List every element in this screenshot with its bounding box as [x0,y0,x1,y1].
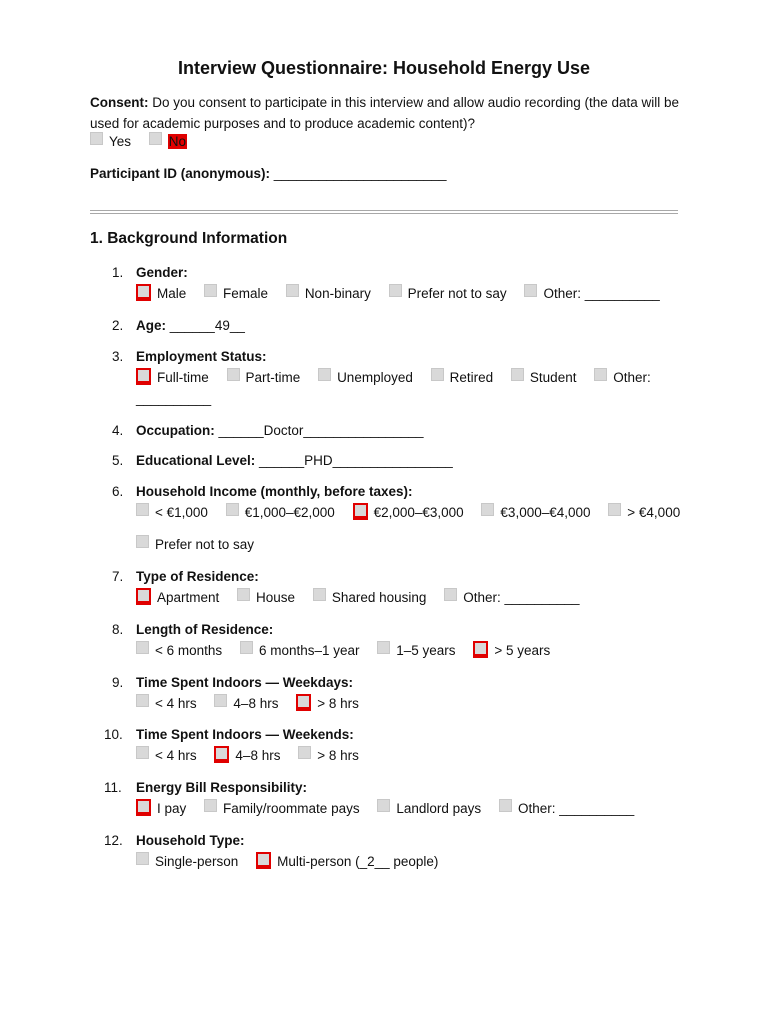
question-label: Time Spent Indoors — Weekdays: [136,675,354,690]
option-income-over-4000[interactable]: > €4,000 [608,505,680,520]
occupation-value[interactable]: ______Doctor________________ [218,423,424,438]
checkbox-icon[interactable] [431,368,444,381]
option-row [136,801,648,818]
question-label: Energy Bill Responsibility: [136,780,308,795]
question-number: 11. [104,780,122,795]
option-over-5-years[interactable]: > 5 years [473,643,550,660]
checkbox-icon[interactable] [240,641,253,654]
checkbox-icon[interactable] [594,368,607,381]
option-house[interactable]: House [237,590,295,605]
checkbox-checked-icon[interactable] [353,503,368,520]
checkbox-icon[interactable] [136,694,149,707]
option-row [136,696,373,713]
checkbox-checked-icon[interactable] [136,799,151,816]
option-family-roommate-pays[interactable]: Family/roommate pays [204,801,360,816]
checkbox-icon[interactable] [136,746,149,759]
question-label: Employment Status: [136,349,267,364]
option-i-pay[interactable]: I pay [136,801,186,818]
consent-text: Do you consent to participate in this interview and allow audio recording (the data will be used for academic purposes and to produce academic content)? [90,95,680,131]
divider-bottom [90,213,678,214]
checkbox-icon[interactable] [136,503,149,516]
question-label: Age: ______49__ [136,318,245,333]
section-title: 1. Background Information [90,230,288,247]
question-number: 9. [112,675,124,690]
checkbox-icon[interactable] [524,284,537,297]
option-row [136,286,674,303]
checkbox-icon[interactable] [377,799,390,812]
question-label: Type of Residence: [136,569,259,584]
question-number: 5. [112,453,124,468]
option-male[interactable]: Male [136,286,186,303]
option-row [136,537,268,552]
option-4-8-hrs[interactable]: 4–8 hrs [214,696,278,711]
participant-id-value[interactable]: _______________________ [273,166,447,181]
consent-options [90,134,201,149]
page-title: Interview Questionnaire: Household Energy Use [177,58,591,78]
checkbox-icon[interactable] [481,503,494,516]
selected-highlight: No [168,134,187,149]
option-prefer-not-to-say[interactable]: Prefer not to say [389,286,507,301]
option-6-months-1-year[interactable]: 6 months–1 year [240,643,360,658]
option-row [136,370,665,387]
option-full-time[interactable]: Full-time [136,370,209,387]
consent-label: Consent: [90,95,149,110]
question-number: 2. [112,318,124,333]
checkbox-icon[interactable] [136,535,149,548]
option-4-8-hrs[interactable]: 4–8 hrs [214,748,280,765]
question-label: Time Spent Indoors — Weekends: [136,727,354,742]
checkbox-icon[interactable] [136,641,149,654]
option-row [136,590,594,607]
question-label: Educational Level: ______PHD________________ [136,453,453,468]
option-row [136,643,564,660]
question-label: Gender: [136,265,188,280]
question-number: 3. [112,349,124,364]
option-female[interactable]: Female [204,286,268,301]
checkbox-icon[interactable] [226,503,239,516]
checkbox-icon[interactable] [90,132,103,145]
option-row [136,505,694,522]
option-income-2000-3000[interactable]: €2,000–€3,000 [353,505,464,522]
checkbox-checked-icon[interactable] [256,852,271,869]
option-under-4-hrs[interactable]: < 4 hrs [136,696,197,711]
option-shared-housing[interactable]: Shared housing [313,590,427,605]
option-student[interactable]: Student [511,370,577,385]
participant-id-field [90,166,446,181]
option-over-8-hrs[interactable]: > 8 hrs [298,748,359,763]
question-number: 7. [112,569,124,584]
other-line[interactable]: __________ [136,391,212,406]
checkbox-icon[interactable] [511,368,524,381]
checkbox-checked-icon[interactable] [214,746,229,763]
checkbox-icon[interactable] [286,284,299,297]
option-non-binary[interactable]: Non-binary [286,286,371,301]
option-landlord-pays[interactable]: Landlord pays [377,801,481,816]
checkbox-checked-icon[interactable] [136,588,151,605]
question-number: 6. [112,484,124,499]
checkbox-checked-icon[interactable] [136,368,151,385]
option-income-under-1000[interactable]: < €1,000 [136,505,208,520]
participant-id-label: Participant ID (anonymous): [90,166,271,181]
option-retired[interactable]: Retired [431,370,494,385]
checkbox-icon[interactable] [204,284,217,297]
checkbox-icon[interactable] [313,588,326,601]
consent-question [90,92,690,134]
option-multi-person[interactable]: Multi-person (_2__ people) [256,854,438,871]
checkbox-checked-icon[interactable] [473,641,488,658]
option-income-3000-4000[interactable]: €3,000–€4,000 [481,505,590,520]
question-number: 10. [104,727,123,742]
option-prefer-not-to-say[interactable]: Prefer not to say [136,537,254,552]
option-part-time[interactable]: Part-time [227,370,301,385]
checkbox-icon[interactable] [499,799,512,812]
consent-option-no[interactable] [149,134,187,149]
question-label: Length of Residence: [136,622,274,637]
checkbox-icon[interactable] [318,368,331,381]
checkbox-checked-icon[interactable] [296,694,311,711]
option-single-person[interactable]: Single-person [136,854,238,869]
checkbox-icon[interactable] [608,503,621,516]
age-value[interactable]: ______49__ [169,318,245,333]
option-other[interactable]: Other: __________ [524,286,659,301]
option-over-8-hrs[interactable]: > 8 hrs [296,696,359,713]
question-number: 8. [112,622,124,637]
option-other[interactable]: Other: [594,370,651,385]
checkbox-icon[interactable] [377,641,390,654]
question-label: Occupation: ______Doctor________________ [136,423,424,438]
option-unemployed[interactable]: Unemployed [318,370,413,385]
education-value[interactable]: ______PHD________________ [259,453,453,468]
checkbox-icon[interactable] [149,132,162,145]
option-apartment[interactable]: Apartment [136,590,219,607]
option-row [136,854,452,871]
consent-option-yes[interactable]: Yes [90,134,131,149]
checkbox-icon[interactable] [444,588,457,601]
checkbox-icon[interactable] [237,588,250,601]
question-label: Household Income (monthly, before taxes): [136,484,413,499]
question-number: 12. [104,833,123,848]
question-number: 1. [112,265,124,280]
checkbox-icon[interactable] [227,368,240,381]
checkbox-icon[interactable] [298,746,311,759]
option-row [136,748,373,765]
checkbox-checked-icon[interactable] [136,284,151,301]
option-1-5-years[interactable]: 1–5 years [377,643,455,658]
option-other[interactable]: Other: __________ [444,590,579,605]
question-label: Household Type: [136,833,245,848]
checkbox-icon[interactable] [136,852,149,865]
option-income-1000-2000[interactable]: €1,000–€2,000 [226,505,335,520]
divider-top [90,210,678,211]
option-under-4-hrs[interactable]: < 4 hrs [136,748,197,763]
question-number: 4. [112,423,124,438]
option-other[interactable]: Other: __________ [499,801,634,816]
checkbox-icon[interactable] [204,799,217,812]
checkbox-icon[interactable] [214,694,227,707]
checkbox-icon[interactable] [389,284,402,297]
option-under-6-months[interactable]: < 6 months [136,643,222,658]
